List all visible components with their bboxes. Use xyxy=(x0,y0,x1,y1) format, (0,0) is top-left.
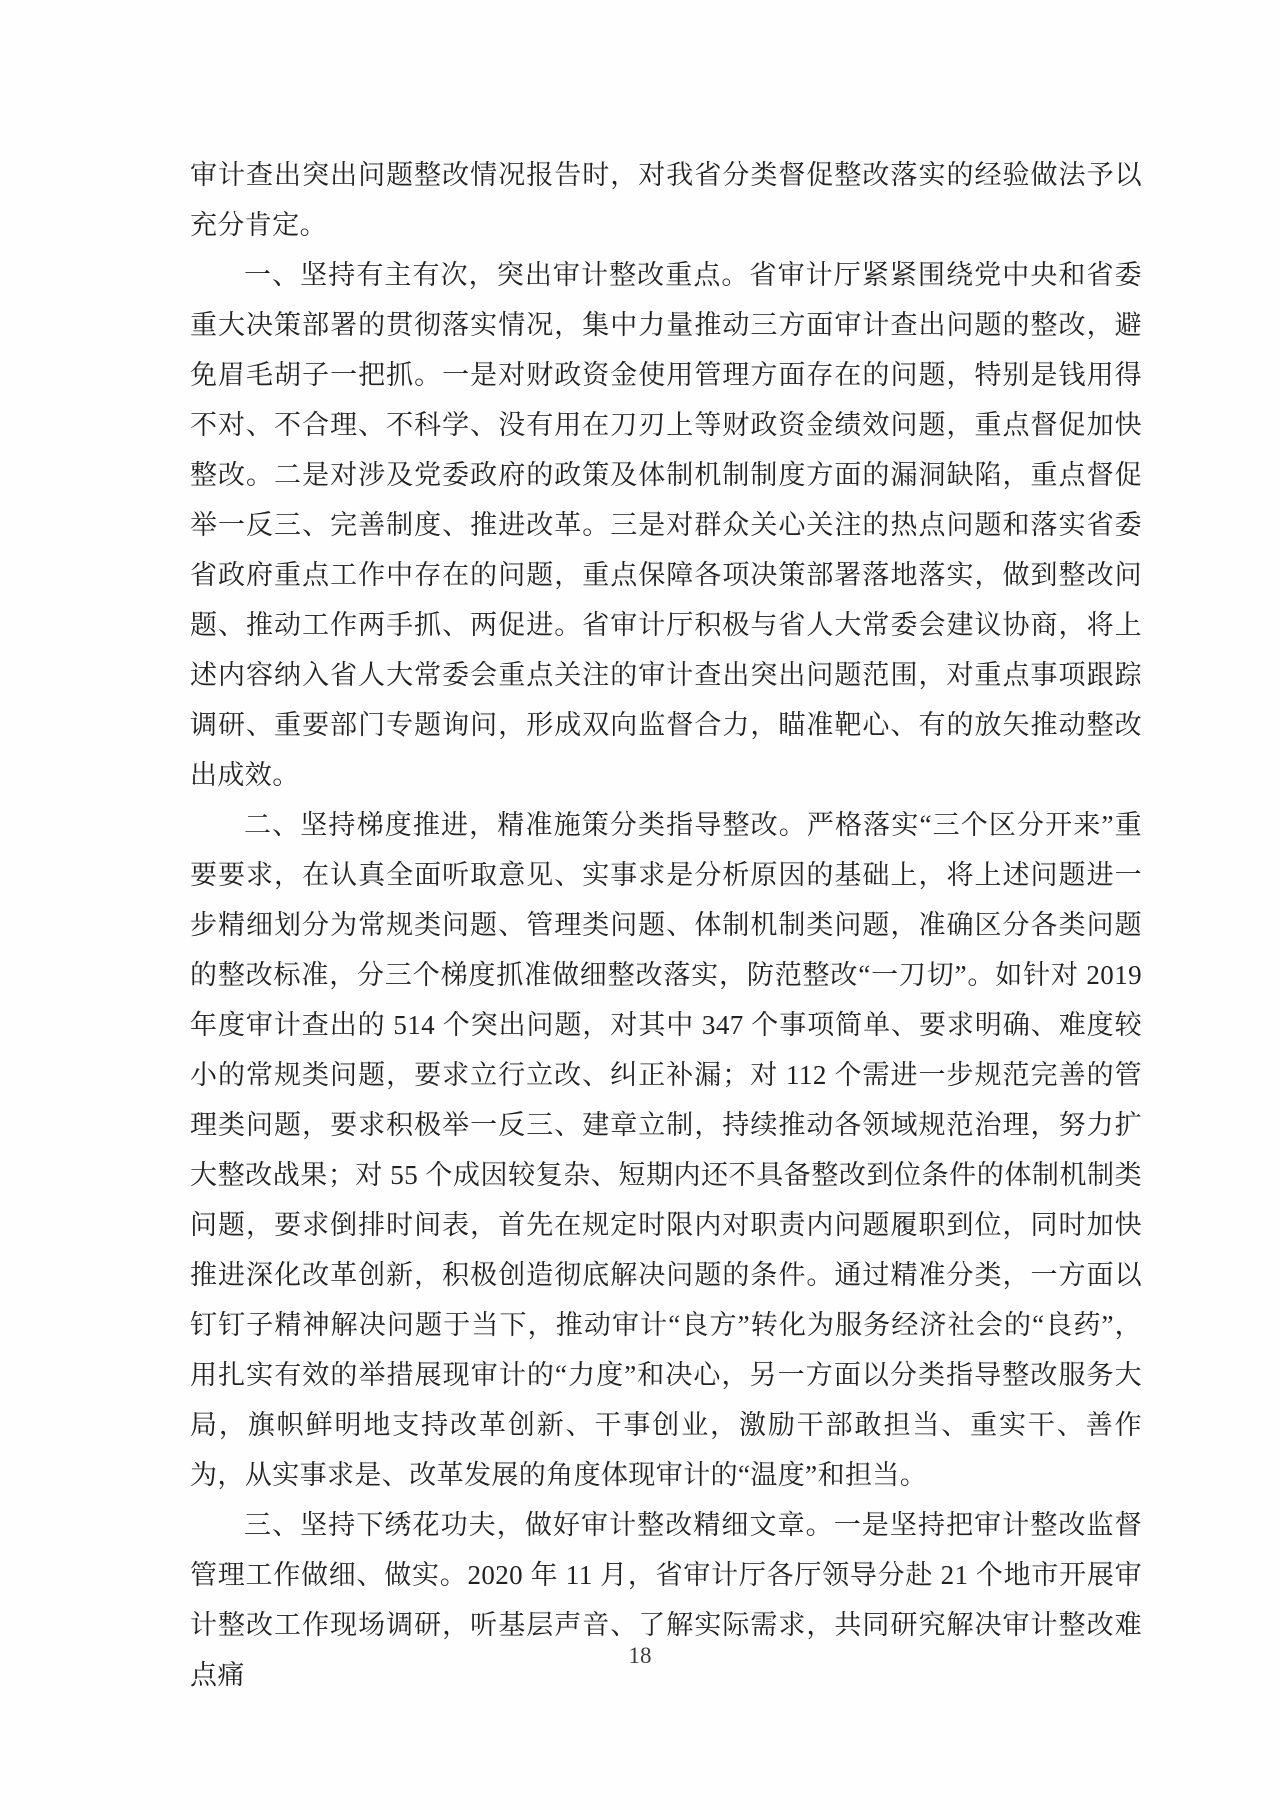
paragraph: 二、坚持梯度推进，精准施策分类指导整改。严格落实“三个区分开来”重要要求，在认真全面听取意见、实事求是分析原因的基础上，将上述问题进一步精细划分为常规类问题、管理类问题、体制机制类问题，准确区分各类问题的整改标准，分三个梯度抓准做细整改落实，防范整改“一刀切”。如针对 2019 年度审计查出的 514 个突出问题，对其中 347 个事项简单、要求明确、难度较小的常规类问题，要求立行立改、纠正补漏；对 112 个需进一步规范完善的管理类问题，要求积极举一反三、建章立制，持续推动各领域规范治理，努力扩大整改战果；对 55 个成因较复杂、短期内还不具备整改到位条件的体制机制类问题，要求倒排时间表，首先在规定时限内对职责内问题履职到位，同时加快推进深化改革创新，积极创造彻底解决问题的条件。通过精准分类，一方面以钉钉子精神解决问题于当下，推动审计“良方”转化为服务经济社会的“良药”，用扎实有效的举措展现审计的“力度”和决心，另一方面以分类指导整改服务大局，旗帜鲜明地支持改革创新、干事创业，激励干部敢担当、重实干、善作为，从实事求是、改革发展的角度体现审计的“温度”和担当。 xyxy=(190,810,1142,1490)
paragraph: 审计查出突出问题整改情况报告时，对我省分类督促整改落实的经验做法予以充分肯定。 xyxy=(190,160,1142,240)
page-number: 18 xyxy=(628,1643,652,1668)
paragraph: 三、坚持下绣花功夫，做好审计整改精细文章。一是坚持把审计整改监督管理工作做细、做实。2020 年 11 月，省审计厅各厅领导分赴 21 个地市开展审计整改工作现场调研，听基层声音、了解实际需求，共同研究解决审计整改难点痛 xyxy=(190,1510,1142,1690)
paragraph: 一、坚持有主有次，突出审计整改重点。省审计厅紧紧围绕党中央和省委重大决策部署的贯彻落实情况，集中力量推动三方面审计查出问题的整改，避免眉毛胡子一把抓。一是对财政资金使用管理方面存在的问题，特别是钱用得不对、不合理、不科学、没有用在刀刃上等财政资金绩效问题，重点督促加快整改。二是对涉及党委政府的政策及体制机制制度方面的漏洞缺陷，重点督促举一反三、完善制度、推进改革。三是对群众关心关注的热点问题和落实省委省政府重点工作中存在的问题，重点保障各项决策部署落地落实，做到整改问题、推动工作两手抓、两促进。省审计厅积极与省人大常委会建议协商，将上述内容纳入省人大常委会重点关注的审计查出突出问题范围，对重点事项跟踪调研、重要部门专题询问，形成双向监督合力，瞄准靶心、有的放矢推动整改出成效。 xyxy=(190,260,1142,790)
document-body xyxy=(190,150,1142,1700)
